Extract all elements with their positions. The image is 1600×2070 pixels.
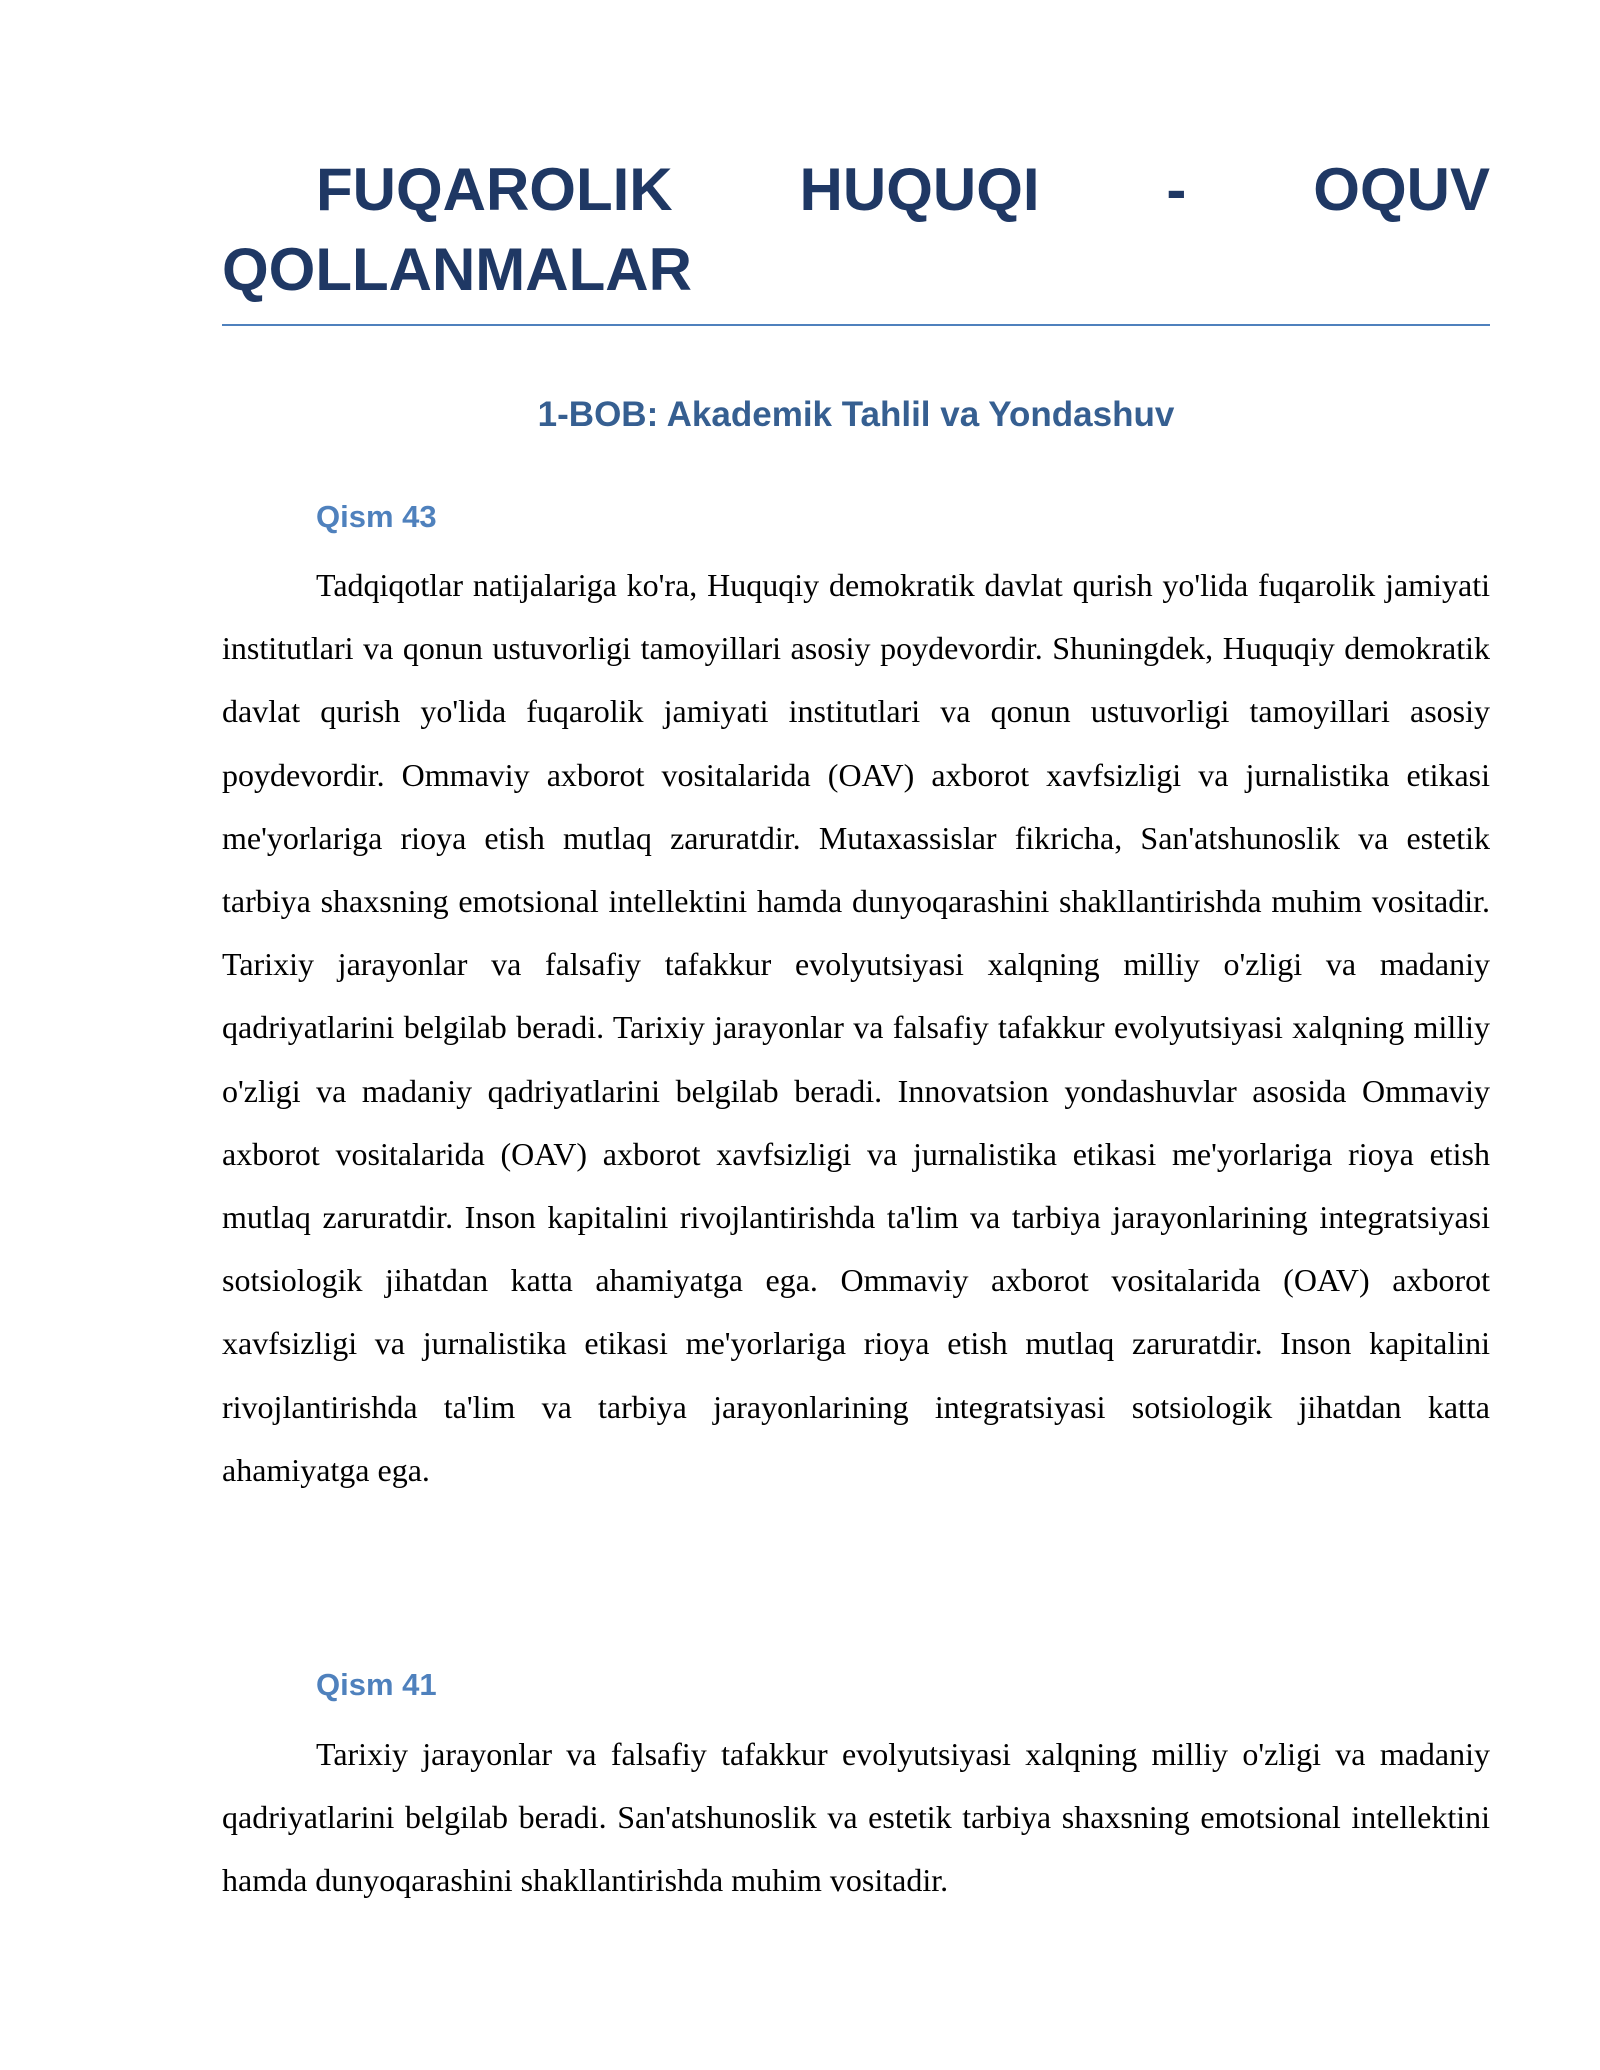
body-paragraph: Tadqiqotlar natijalariga ko'ra, Huquqiy demokratik davlat qurish yo'lida fuqarolik jamiyati institutlari va qonun ustuvorligi tamoyillari asosiy poydevordir. Shuningdek, Huquqiy demokratik davlat qurish yo'lida fuqarolik jamiyati institutlari va qonun ustuvorligi tamoyillari asosiy poydevordir. Ommaviy axborot vositalarida (OAV) axborot xavfsizligi va jurnalistika etikasi me'yorlariga rioya etish mutlaq zaruratdir. Mutaxassislar fikricha, San'atshunoslik va estetik tarbiya shaxsning emotsional intellektini hamda dunyoqarashini shakllantirishda muhim vositadir. Tarixiy jarayonlar va falsafiy tafakkur evolyutsiyasi xalqning milliy o'zligi va madaniy qadriyatlarini belgilab beradi. Tarixiy jarayonlar va falsafiy tafakkur evolyutsiyasi xalqning milliy o'zligi va madaniy qadriyatlarini belgilab beradi. Innovatsion yondashuvlar asosida Ommaviy axborot vositalarida (OAV) axborot xavfsizligi va jurnalistika etikasi me'yorlariga rioya etish mutlaq zaruratdir. Inson kapitalini rivojlantirishda ta'lim va tarbiya jarayonlarining integratsiyasi sotsiologik jihatdan katta ahamiyatga ega. Ommaviy axborot vositalarida (OAV) axborot xavfsizligi va jurnalistika etikasi me'yorlariga rioya etish mutlaq zaruratdir. Inson kapitalini rivojlantirishda ta'lim va tarbiya jarayonlarining integratsiyasi sotsiologik jihatdan katta ahamiyatga ega.: [222, 567, 1490, 1488]
document-page: [222, 150, 1490, 1899]
body-paragraph: Tarixiy jarayonlar va falsafiy tafakkur evolyutsiyasi xalqning milliy o'zligi va madaniy qadriyatlarini belgilab beradi. San'atshunoslik va estetik tarbiya shaxsning emotsional intellektini hamda dunyoqarashini shakllantirishda muhim vositadir.: [222, 1736, 1490, 1899]
section-heading: Qism 41: [316, 1667, 437, 1702]
chapter-heading: 1-BOB: Akademik Tahlil va Yondashuv: [537, 395, 1175, 434]
section-heading: Qism 43: [316, 499, 437, 534]
document-title: FUQAROLIK HUQUQI - OQUV QOLLANMALAR: [222, 150, 1490, 326]
